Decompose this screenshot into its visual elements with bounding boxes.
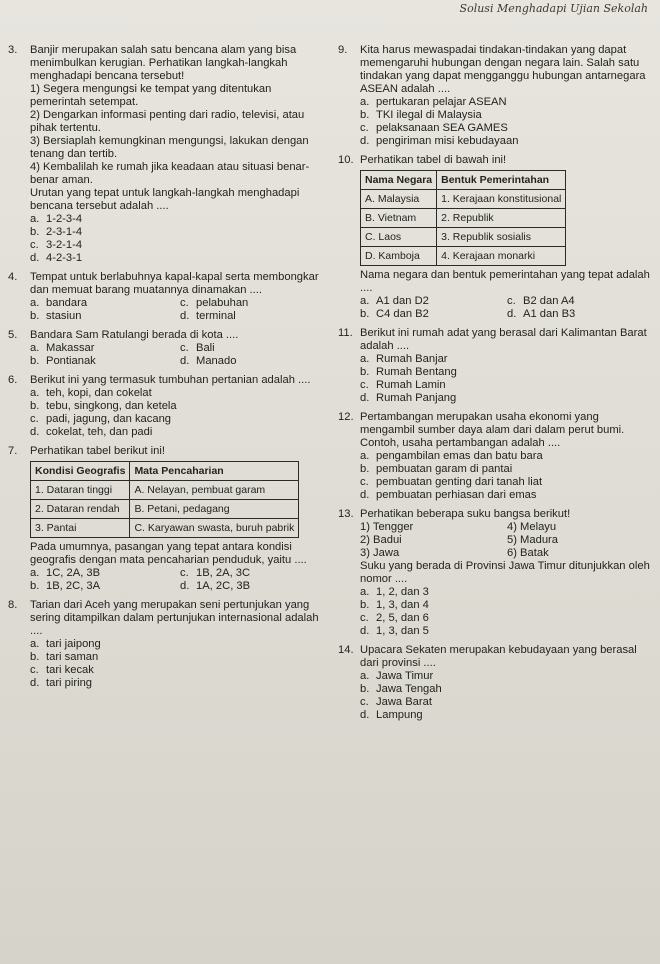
table-cell: 1. Kerajaan konstitusional (437, 190, 566, 209)
question-12 (338, 411, 654, 502)
option-text: pembuatan garam di pantai (376, 463, 513, 475)
option-letter: b. (360, 463, 370, 475)
option-text: 1, 3, dan 5 (376, 625, 429, 637)
option-letter: b. (360, 308, 370, 320)
data-table (30, 461, 299, 538)
answer-option[interactable] (30, 426, 330, 439)
answer-option[interactable] (360, 463, 654, 476)
option-text: tari piring (46, 677, 93, 689)
option-text: Jawa Barat (376, 696, 432, 708)
question-text: Perhatikan beberapa suku bangsa berikut! (360, 508, 571, 520)
option-letter: d. (360, 135, 370, 147)
question-number: 14. (338, 644, 354, 656)
option-letter: c. (30, 413, 39, 425)
option-letter: a. (30, 297, 40, 309)
answer-option[interactable] (30, 213, 330, 226)
question-number: 6. (8, 374, 18, 386)
question-number: 3. (8, 44, 18, 56)
option-text: pengiriman misi kebudayaan (376, 135, 519, 147)
option-text: A1 dan B3 (523, 308, 576, 320)
question-number: 8. (8, 599, 18, 611)
option-letter: b. (360, 599, 370, 611)
option-letter: c. (180, 342, 189, 354)
table-header: Bentuk Pemerintahan (437, 171, 566, 190)
list-grid (338, 521, 654, 560)
table-cell: A. Nelayan, pembuat garam (130, 481, 299, 500)
answer-option[interactable] (30, 664, 330, 677)
question-4 (8, 271, 330, 323)
answer-options (8, 638, 330, 690)
question-stem (338, 644, 654, 670)
answer-option[interactable] (360, 683, 654, 696)
table-cell: D. Kamboja (361, 247, 437, 266)
option-letter: a. (360, 670, 370, 682)
question-text: Perhatikan tabel di bawah ini! (360, 154, 507, 166)
option-letter: c. (180, 297, 189, 309)
option-letter: c. (30, 239, 39, 251)
option-text: Lampung (376, 709, 423, 721)
option-letter: b. (360, 683, 370, 695)
question-text: Tarian dari Aceh yang merupakan seni pertunjukan yang sering ditampilkan dalam pertunjukan internasional adalah .... (30, 599, 319, 637)
option-letter: a. (360, 353, 370, 365)
answer-option[interactable] (360, 670, 654, 683)
option-text: Bali (196, 342, 215, 354)
option-text: cokelat, teh, dan padi (46, 426, 153, 438)
question-stem (338, 327, 654, 353)
table-row (361, 228, 566, 247)
question-10 (338, 154, 654, 321)
answer-options (8, 213, 330, 265)
question-stem (8, 374, 330, 387)
question-stem (8, 329, 330, 342)
question-number: 7. (8, 445, 18, 457)
table-cell: 2. Republik (437, 209, 566, 228)
answer-option[interactable] (360, 379, 654, 392)
table-cell: 2. Dataran rendah (31, 500, 130, 519)
answer-option[interactable] (30, 310, 180, 323)
question-prompt: Suku yang berada di Provinsi Jawa Timur ditunjukkan oleh nomor .... (360, 560, 650, 585)
answer-option[interactable] (507, 308, 654, 321)
option-letter: d. (360, 489, 370, 501)
option-letter: d. (360, 625, 370, 637)
option-text: teh, kopi, dan cokelat (46, 387, 152, 399)
question-text: Upacara Sekaten merupakan kebudayaan yang berasal dari provinsi .... (360, 644, 637, 669)
page-header: Solusi Menghadapi Ujian Sekolah (459, 2, 648, 15)
option-text: stasiun (46, 310, 82, 322)
option-letter: d. (30, 677, 40, 689)
option-letter: b. (30, 651, 40, 663)
answer-option[interactable] (30, 638, 330, 651)
option-text: tari jaipong (46, 638, 101, 650)
option-letter: b. (30, 226, 40, 238)
answer-option[interactable] (360, 122, 654, 135)
question-number: 11. (338, 327, 353, 339)
question-stem (338, 154, 654, 167)
option-letter: b. (360, 109, 370, 121)
list-item: 1) Tengger (360, 521, 414, 533)
question-13 (338, 508, 654, 638)
table-cell: A. Malaysia (361, 190, 437, 209)
option-text: 2, 5, dan 6 (376, 612, 429, 624)
list-item: 6) Batak (507, 547, 549, 559)
option-text: padi, jagung, dan kacang (46, 413, 172, 425)
option-text: 1B, 2A, 3C (196, 567, 251, 579)
statement-item: 2) Dengarkan informasi penting dari radio, televisi, atau pihak tertentu. (30, 109, 305, 134)
option-letter: a. (30, 387, 40, 399)
option-text: tari kecak (46, 664, 94, 676)
right-column (338, 44, 654, 728)
question-stem (338, 411, 654, 450)
question-stem (8, 44, 330, 83)
table-cell: C. Karyawan swasta, buruh pabrik (130, 519, 299, 538)
table-row (361, 209, 566, 228)
answer-option[interactable] (30, 400, 330, 413)
question-14 (338, 644, 654, 722)
table-row (361, 190, 566, 209)
answer-option[interactable] (30, 677, 330, 690)
answer-option[interactable] (30, 413, 330, 426)
spacer (8, 692, 330, 696)
question-9 (338, 44, 654, 148)
answer-options (338, 295, 654, 321)
option-letter: c. (360, 612, 369, 624)
table-row (361, 247, 566, 266)
answer-options (338, 450, 654, 502)
statement-item: 3) Bersiaplah kemungkinan mengungsi, lakukan dengan tenang dan tertib. (30, 135, 309, 160)
option-text: terminal (196, 310, 236, 322)
question-11 (338, 327, 654, 405)
option-text: 4-2-3-1 (46, 252, 83, 264)
option-letter: d. (507, 308, 517, 320)
option-text: Makassar (46, 342, 95, 354)
answer-option[interactable] (30, 355, 180, 368)
table-cell: B. Petani, pedagang (130, 500, 299, 519)
statement-item: 1) Segera mengungsi ke tempat yang ditentukan pemerintah setempat. (30, 83, 272, 108)
option-letter: b. (30, 580, 40, 592)
answer-option[interactable] (360, 392, 654, 405)
option-letter: a. (30, 567, 40, 579)
option-text: pembuatan genting dari tanah liat (376, 476, 543, 488)
table-cell: 3. Republik sosialis (437, 228, 566, 247)
option-text: 2-3-1-4 (46, 226, 83, 238)
answer-option[interactable] (30, 252, 330, 265)
option-text: pembuatan perhiasan dari emas (376, 489, 537, 501)
question-text: Bandara Sam Ratulangi berada di kota .... (30, 329, 239, 341)
answer-option[interactable] (180, 310, 330, 323)
option-letter: c. (360, 122, 369, 134)
list-item: 2) Badui (360, 534, 402, 546)
option-text: tari saman (46, 651, 99, 663)
option-letter: a. (360, 450, 370, 462)
option-text: Pontianak (46, 355, 96, 367)
option-text: Jawa Tengah (376, 683, 442, 695)
option-letter: c. (30, 664, 39, 676)
answer-options (338, 353, 654, 405)
option-text: Jawa Timur (376, 670, 434, 682)
question-number: 13. (338, 508, 354, 520)
option-letter: b. (30, 400, 40, 412)
option-letter: c. (360, 696, 369, 708)
answer-option[interactable] (507, 295, 654, 308)
answer-option[interactable] (360, 586, 654, 599)
answer-option[interactable] (30, 342, 180, 355)
answer-option[interactable] (360, 450, 654, 463)
table-row (31, 500, 299, 519)
option-text: Rumah Bentang (376, 366, 457, 378)
table-cell: 4. Kerajaan monarki (437, 247, 566, 266)
question-stem (8, 271, 330, 297)
answer-option[interactable] (30, 239, 330, 252)
option-text: Rumah Lamin (376, 379, 446, 391)
answer-option[interactable] (180, 355, 330, 368)
answer-option[interactable] (360, 96, 654, 109)
answer-option[interactable] (360, 476, 654, 489)
answer-options (338, 670, 654, 722)
answer-options (8, 387, 330, 439)
question-number: 10. (338, 154, 354, 166)
answer-option[interactable] (360, 489, 654, 502)
table-header: Mata Pencaharian (130, 462, 299, 481)
table-row (31, 519, 299, 538)
option-text: pelaksanaan SEA GAMES (376, 122, 508, 134)
table-row (31, 481, 299, 500)
question-7 (8, 445, 330, 593)
answer-option[interactable] (180, 580, 330, 593)
question-text: Berikut ini rumah adat yang berasal dari Kalimantan Barat adalah .... (360, 327, 647, 352)
question-5 (8, 329, 330, 368)
statement-item: 4) Kembalilah ke rumah jika keadaan atau situasi benar-benar aman. (30, 161, 310, 186)
option-letter: c. (360, 476, 369, 488)
question-text: Berikut ini yang termasuk tumbuhan pertanian adalah .... (30, 374, 311, 386)
answer-option[interactable] (180, 297, 330, 310)
question-number: 5. (8, 329, 18, 341)
answer-options (8, 297, 330, 323)
question-number: 4. (8, 271, 18, 283)
question-8 (8, 599, 330, 690)
answer-options (8, 567, 330, 593)
answer-option[interactable] (360, 625, 654, 638)
question-text: Tempat untuk berlabuhnya kapal-kapal serta membongkar dan memuat barang muatannya dinamakan .... (30, 271, 319, 296)
option-letter: d. (360, 392, 370, 404)
option-text: 1-2-3-4 (46, 213, 83, 225)
answer-option[interactable] (30, 226, 330, 239)
question-stem (8, 445, 330, 458)
answer-options (8, 342, 330, 368)
answer-option[interactable] (360, 295, 507, 308)
option-text: 3-2-1-4 (46, 239, 83, 251)
answer-option[interactable] (360, 709, 654, 722)
question-text: Perhatikan tabel berikut ini! (30, 445, 165, 457)
option-letter: c. (507, 295, 516, 307)
option-text: Manado (196, 355, 237, 367)
answer-option[interactable] (360, 135, 654, 148)
option-text: C4 dan B2 (376, 308, 429, 320)
option-text: pertukaran pelajar ASEAN (376, 96, 507, 108)
answer-option[interactable] (30, 567, 180, 580)
question-number: 12. (338, 411, 354, 423)
option-letter: c. (180, 567, 189, 579)
question-6 (8, 374, 330, 439)
question-stem (8, 599, 330, 638)
answer-option[interactable] (180, 567, 330, 580)
answer-option[interactable] (30, 297, 180, 310)
question-text: Kita harus mewaspadai tindakan-tindakan yang dapat memengaruhi hubungan dengan negara lain. Salah satu tindakan yang dapat mengganggu hubungan antarnegara ASEAN adalah .... (360, 44, 646, 95)
option-text: B2 dan A4 (523, 295, 575, 307)
option-letter: a. (360, 295, 370, 307)
answer-option[interactable] (360, 109, 654, 122)
answer-option[interactable] (180, 342, 330, 355)
table-cell: 3. Pantai (31, 519, 130, 538)
option-letter: a. (30, 638, 40, 650)
answer-option[interactable] (30, 387, 330, 400)
option-text: 1C, 2A, 3B (46, 567, 101, 579)
spacer (338, 724, 654, 728)
answer-option[interactable] (360, 599, 654, 612)
table-cell: C. Laos (361, 228, 437, 247)
answer-option[interactable] (360, 696, 654, 709)
question-number: 9. (338, 44, 348, 56)
option-text: 1, 2, dan 3 (376, 586, 429, 598)
question-text: Pertambangan merupakan usaha ekonomi yang mengambil sumber daya alam dari dalam perut bumi. Contoh, usaha pertambangan adalah .... (360, 411, 625, 449)
table-cell: B. Vietnam (361, 209, 437, 228)
option-text: pengambilan emas dan batu bara (376, 450, 543, 462)
answer-options (338, 96, 654, 148)
option-text: pelabuhan (196, 297, 249, 309)
option-letter: c. (360, 379, 369, 391)
option-letter: d. (30, 252, 40, 264)
option-letter: a. (360, 96, 370, 108)
option-letter: a. (360, 586, 370, 598)
option-letter: d. (30, 426, 40, 438)
option-letter: a. (30, 213, 40, 225)
list-item: 4) Melayu (507, 521, 557, 533)
question-prompt: Pada umumnya, pasangan yang tepat antara kondisi geografis dengan mata pencaharian penduduk, yaitu .... (30, 541, 307, 566)
list-item: 5) Madura (507, 534, 558, 546)
option-letter: b. (30, 310, 40, 322)
left-column (8, 44, 330, 696)
question-stem (338, 508, 654, 521)
option-letter: d. (180, 580, 190, 592)
option-letter: d. (180, 310, 190, 322)
option-text: Rumah Banjar (376, 353, 448, 365)
option-text: TKI ilegal di Malaysia (376, 109, 482, 121)
answer-option[interactable] (30, 580, 180, 593)
answer-options (338, 586, 654, 638)
option-text: tebu, singkong, dan ketela (46, 400, 177, 412)
option-text: 1A, 2C, 3B (196, 580, 251, 592)
option-letter: d. (360, 709, 370, 721)
question-stem (338, 44, 654, 96)
option-letter: b. (360, 366, 370, 378)
question-3 (8, 44, 330, 265)
answer-option[interactable] (360, 308, 507, 321)
table-header: Nama Negara (361, 171, 437, 190)
table-header: Kondisi Geografis (31, 462, 130, 481)
option-letter: a. (30, 342, 40, 354)
data-table (360, 170, 566, 266)
list-item: 3) Jawa (360, 547, 400, 559)
option-text: A1 dan D2 (376, 295, 429, 307)
question-prompt: Nama negara dan bentuk pemerintahan yang tepat adalah .... (360, 269, 650, 294)
option-text: bandara (46, 297, 88, 309)
answer-option[interactable] (360, 612, 654, 625)
option-letter: b. (30, 355, 40, 367)
option-text: 1B, 2C, 3A (46, 580, 101, 592)
question-text: Banjir merupakan salah satu bencana alam yang bisa menimbulkan kerugian. Perhatikan langkah-langkah menghadapi bencana tersebut! (30, 44, 297, 82)
option-letter: d. (180, 355, 190, 367)
option-text: Rumah Panjang (376, 392, 457, 404)
answer-option[interactable] (360, 366, 654, 379)
question-prompt: Urutan yang tepat untuk langkah-langkah menghadapi bencana tersebut adalah .... (30, 187, 300, 212)
option-text: 1, 3, dan 4 (376, 599, 429, 611)
answer-option[interactable] (360, 353, 654, 366)
table-cell: 1. Dataran tinggi (31, 481, 130, 500)
answer-option[interactable] (30, 651, 330, 664)
